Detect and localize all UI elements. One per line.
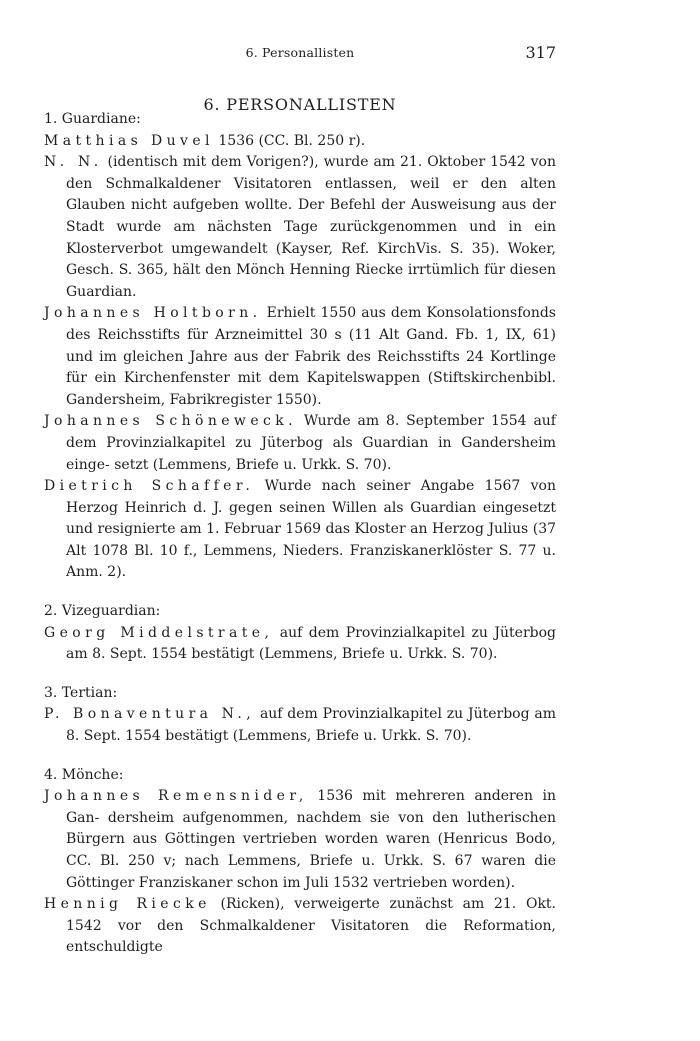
entry-text-line: für ein Kirchenfenster mit dem Kapitelswappen (Stiftskirchenbibl. [66, 370, 556, 387]
entry-text-line: 250 v; nach Lemmens, Briefe u. Urkk. S. 67 waren die Göttinger [66, 853, 556, 891]
person-name: Johannes Holtborn. [44, 305, 262, 322]
entry-text-line: auf dem Provinzialkapitel zu Jüterbog am [259, 706, 556, 723]
entry-text-line: 1536 (CC. Bl. 250 r). [218, 132, 366, 149]
section-label: 3. Tertian: [44, 684, 118, 701]
running-header [44, 43, 556, 63]
section-label: 4. Mönche: [44, 766, 124, 783]
entry-text-line: hält den Mönch Henning Riecke irrtümlich für diesen Guardian. [66, 262, 557, 300]
entry-text-line: Gandersheim, Fabrikregister 1550). [66, 391, 322, 408]
entry-text-line: resignierte am 1. Februar 1569 das Kloster an Herzog Julius (37 Alt [66, 521, 557, 559]
section-spacer [44, 584, 556, 598]
entry-text-line: (Ricken), verweigerte zunächst am 21. Okt. 1542 [66, 896, 557, 934]
body-text [44, 106, 556, 959]
person-entry [44, 152, 556, 303]
person-entry [44, 894, 556, 959]
person-name: Dietrich Schaffer. [44, 478, 255, 495]
person-entry [44, 623, 556, 666]
entry-text-line: nicht aufgeben wollte. Der Befehl der Ausweisung aus der Stadt [66, 197, 557, 235]
entry-text-line: Anm. 2). [66, 564, 127, 581]
person-name: Johannes Remensnider, [44, 788, 308, 805]
section-spacer [44, 748, 556, 762]
entry-text-line: setzt (Lemmens, Briefe u. Urkk. S. 70). [114, 456, 392, 473]
entry-text-line: Heinrich d. J. gegen seinen Willen als Guardian eingesetzt und [66, 499, 556, 538]
entry-text-line: Erhielt 1550 aus dem Konsolationsfonds [266, 305, 556, 322]
section-label: 1. Guardiane: [44, 111, 141, 127]
entry-text-line: Franziskaner schon im Juli 1532 vertrieben worden). [138, 874, 516, 891]
page-number: 317 [525, 43, 556, 62]
entry-text-line: den Schmalkaldener Visitatoren entlassen, weil er den alten Glauben [66, 175, 556, 214]
entry-text-line: (identisch mit dem Vorigen?), wurde am 21. Oktober 1542 von [107, 154, 557, 171]
entry-text-line: auf dem Provinzialkapitel zu Jüterbog [279, 624, 556, 641]
running-title: 6. Personallisten [245, 45, 355, 60]
entry-text-line: des Reichsstifts für Arzneimittel 30 s (11 Alt Gand. Fb. 1, IX, 61) [66, 326, 556, 343]
person-entry [44, 131, 556, 153]
entry-text-line: 1078 Bl. 10 f., Lemmens, Nieders. Franziskanerklöster S. 77 u. [92, 542, 556, 559]
person-name: Matthias Duvel [44, 132, 214, 149]
chapter-title: 6. PERSONALLISTEN [203, 94, 397, 114]
entry-text-line: vor den Schmalkaldener Visitatoren die Reformation, entschuldigte [66, 917, 556, 956]
entry-text-line: dersheim aufgenommen, nachdem sie von den lutherischen Bürgern [66, 809, 557, 848]
entry-text-line: 1536 mit mehreren anderen in Gan- [66, 788, 556, 826]
entry-text-line: wurde am nächsten Tage zurückgenommen und in ein Klosterverbot [66, 218, 556, 257]
entry-text-line: Wurde am 8. September 1554 auf dem [66, 413, 556, 451]
person-entry [44, 786, 556, 894]
entry-text-line: am 8. Sept. 1554 bestätigt (Lemmens, Briefe u. Urkk. S. 70). [66, 646, 498, 663]
section-spacer [44, 666, 556, 680]
section-2 [44, 598, 556, 666]
section-3 [44, 680, 556, 748]
person-entry [44, 476, 556, 584]
person-entry [44, 411, 556, 476]
section-1 [44, 106, 556, 584]
person-entry [44, 704, 556, 747]
person-name: P. Bonaventura N., [44, 706, 256, 723]
person-name: N. N. [44, 154, 103, 171]
entry-text-line: 8. Sept. 1554 bestätigt (Lemmens, Briefe u. Urkk. S. 70). [66, 728, 472, 745]
section-4 [44, 762, 556, 959]
person-entry [44, 303, 556, 411]
section-label: 2. Vizeguardian: [44, 603, 161, 620]
person-name: Hennig Riecke [44, 896, 211, 913]
entry-text-line: und im gleichen Jahre aus der Fabrik des Reichsstifts 24 Kortlinge [66, 348, 556, 365]
entry-text-line: aus Göttingen vertrieben worden waren (Henricus Bodo, CC. Bl. [66, 831, 556, 869]
entry-text-line: Wurde nach seiner Angabe 1567 von Herzog [66, 478, 556, 516]
entry-text-line: umgewandelt (Kayser, Ref. KirchVis. S. 35). Woker, Gesch. S. 365, [66, 240, 556, 279]
entry-text-line: Provinzialkapitel zu Jüterbog als Guardian in Gandersheim einge- [66, 434, 557, 473]
person-name: Georg Middelstrate, [44, 624, 274, 641]
person-name: Johannes Schöneweck. [44, 413, 297, 430]
